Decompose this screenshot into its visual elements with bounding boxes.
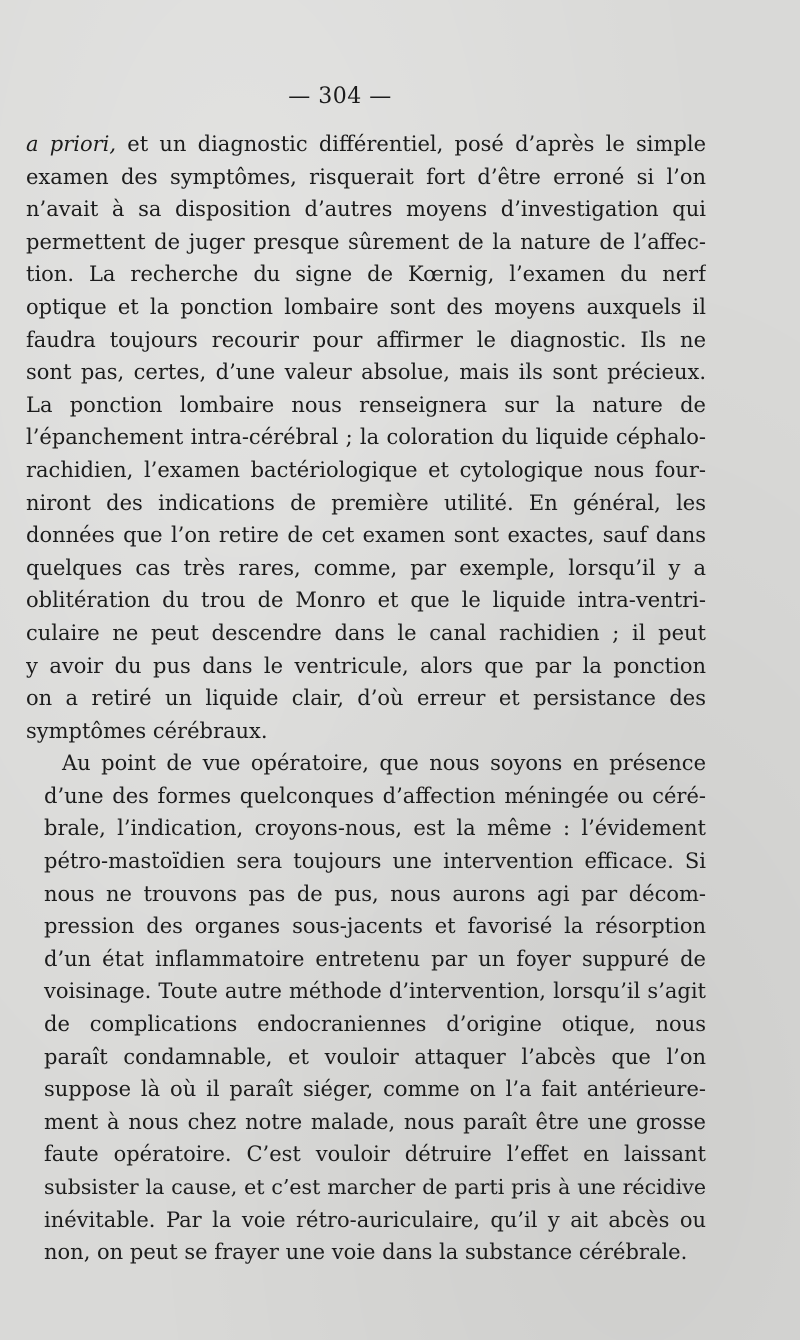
text-line: sont pas, certes, d’une valeur absolue, mais ils sont précieux. <box>26 360 706 385</box>
text-line: données que l’on retire de cet examen sont exactes, sauf dans <box>26 523 706 548</box>
text-line: non, on peut se frayer une voie dans la substance cérébrale. <box>44 1240 688 1265</box>
italic-phrase: a priori, <box>26 132 117 156</box>
page-number: — 304 — <box>288 84 392 109</box>
paragraph-2 <box>26 747 706 1269</box>
line-remainder: et un diagnostic différentiel, posé d’après le simple <box>127 132 706 156</box>
text-line <box>26 128 706 161</box>
text-line: pression des organes sous-jacents et favorisé la résorption <box>44 914 706 939</box>
text-line: suppose là où il paraît siéger, comme on l’a fait antérieure- <box>44 1077 706 1102</box>
text-line: pétro-mastoïdien sera toujours une intervention efficace. Si <box>44 849 706 874</box>
text-line: de complications endocraniennes d’origine otique, nous <box>44 1012 706 1037</box>
text-line: y avoir du pus dans le ventricule, alors que par la ponction <box>26 653 706 678</box>
text-line: niront des indications de première utilité. En général, les <box>26 490 706 515</box>
text-line: quelques cas très rares, comme, par exemple, lorsqu’il y a <box>26 555 706 580</box>
text-line: brale, l’indication, croyons-nous, est la même : l’évidement <box>44 816 706 841</box>
text-line: rachidien, l’examen bactériologique et cytologique nous four- <box>26 457 706 482</box>
text-line: Au point de vue opératoire, que nous soyons en présence <box>62 751 706 776</box>
text-line: symptômes cérébraux. <box>26 718 268 743</box>
text-line: d’une des formes quelconques d’affection méningée ou céré- <box>44 783 706 808</box>
text-line: on a retiré un liquide clair, d’où erreur et persistance des <box>26 686 706 711</box>
text-line: n’avait à sa disposition d’autres moyens d’investigation qui <box>26 197 706 222</box>
text-line: nous ne trouvons pas de pus, nous aurons agi par décom- <box>44 881 706 906</box>
body-text <box>26 128 706 1269</box>
text-line: d’un état inflammatoire entretenu par un foyer suppuré de <box>44 946 706 971</box>
text-line: voisinage. Toute autre méthode d’intervention, lorsqu’il s’agit <box>44 979 706 1004</box>
text-line: permettent de juger presque sûrement de la nature de l’affec- <box>26 229 706 254</box>
paragraph-1 <box>26 128 706 747</box>
text-line: tion. La recherche du signe de Kœrnig, l’examen du nerf <box>26 262 706 287</box>
text-line: oblitération du trou de Monro et que le liquide intra-ventri- <box>26 588 706 613</box>
text-line: subsister la cause, et c’est marcher de parti pris à une récidive <box>44 1175 706 1199</box>
text-line: optique et la ponction lombaire sont des moyens auxquels il <box>26 294 706 319</box>
text-line: culaire ne peut descendre dans le canal rachidien ; il peut <box>26 620 706 645</box>
text-line: inévitable. Par la voie rétro-auriculaire, qu’il y ait abcès ou <box>44 1207 706 1232</box>
text-line: La ponction lombaire nous renseignera sur la nature de <box>26 392 706 417</box>
text-line: l’épanchement intra-cérébral ; la coloration du liquide céphalo- <box>26 425 706 450</box>
text-line: paraît condamnable, et vouloir attaquer l’abcès que l’on <box>44 1044 706 1069</box>
text-line: faudra toujours recourir pour affirmer le diagnostic. Ils ne <box>26 327 706 352</box>
text-line: faute opératoire. C’est vouloir détruire l’effet en laissant <box>44 1142 706 1167</box>
text-line: examen des symptômes, risquerait fort d’être erroné si l’on <box>26 164 706 189</box>
text-line: ment à nous chez notre malade, nous paraît être une grosse <box>44 1109 706 1134</box>
